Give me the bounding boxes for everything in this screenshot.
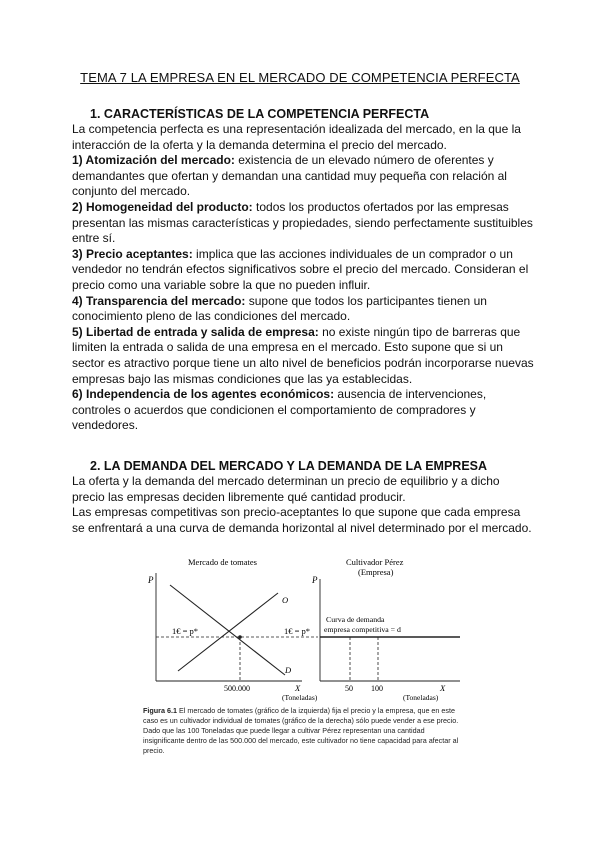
right-p-axis: P	[312, 575, 318, 585]
right-title-1: Cultivador Pérez	[346, 557, 404, 567]
item-text: existencia de un elevado número de oferentes y demandantes que ofertan y demandan una cantidad muy pequeña con relación al conjunto del mercado.	[72, 153, 507, 199]
item-text: no existe ningún tipo de barreras que limiten la entrada o salida de una empresa en el mercado. Esto supone que si un sector es atractivo porque tiene un alto nivel de beneficios podrán incorporarse nuevas empresas bajo las mismas condiciones que las ya establecidas.	[72, 324, 534, 386]
tick-100: 100	[371, 684, 383, 693]
item-text: supone que todos los participantes tienen un conocimiento pleno de las condiciones del mercado.	[72, 293, 487, 324]
item-label: 3) Precio aceptantes:	[72, 246, 193, 261]
caption-label: Figura 6.1	[143, 706, 177, 715]
list-item	[72, 294, 534, 325]
tick-market-quantity: 500.000	[224, 684, 250, 693]
left-x-label: X	[295, 683, 301, 693]
list-item	[72, 200, 534, 247]
section-2-heading: 2. LA DEMANDA DEL MERCADO Y LA DEMANDA DE LA EMPRESA	[90, 459, 488, 473]
market-firm-figure	[140, 553, 462, 703]
demand-label: D	[285, 665, 292, 675]
item-label: 5) Libertad de entrada y salida de empresa:	[72, 324, 319, 339]
section-2-body	[72, 474, 534, 536]
item-label: 6) Independencia de los agentes económicos:	[72, 387, 335, 402]
list-item	[72, 153, 534, 200]
section-1-heading: 1. CARACTERÍSTICAS DE LA COMPETENCIA PERFECTA	[90, 107, 430, 121]
supply-label: O	[282, 595, 289, 605]
list-item	[72, 325, 534, 387]
left-x-unit: (Toneladas)	[282, 693, 318, 702]
figure-caption	[143, 706, 463, 756]
item-text: implica que las acciones individuales de un comprador o un vendedor no tendrán efectos significativos sobre el precio del mercado. Consideran el precio como una variable sobre la que no pueden influir.	[72, 246, 529, 292]
curve-label-2: empresa competitiva = d	[324, 625, 401, 634]
item-label: 4) Transparencia del mercado:	[72, 293, 246, 308]
caption-text: El mercado de tomates (gráfico de la izquierda) fija el precio y la empresa, que en este caso es un cultivador individual de tomates (gráfico de la derecha) sólo puede vender a ese precio. Dado que las 100 Toneladas que puede llegar a cultivar Pérez representan una cantidad insignificante dentro de las 500.000 del mercado, este cultivador no tiene capacidad para afectar al precio.	[143, 706, 459, 755]
left-p-axis: P	[148, 575, 154, 585]
page-title: TEMA 7 LA EMPRESA EN EL MERCADO DE COMPETENCIA PERFECTA	[80, 70, 520, 85]
equilibrium-point	[238, 635, 242, 639]
intro-paragraph: La competencia perfecta es una representación idealizada del mercado, en la que la interacción de la oferta y la demanda determina el precio del mercado.	[72, 122, 521, 152]
list-item	[72, 387, 534, 434]
left-price-label: 1€ = p*	[172, 626, 199, 636]
section-1-body	[72, 122, 534, 434]
list-item	[72, 247, 534, 294]
right-title-2: (Empresa)	[358, 567, 394, 577]
curve-label-1: Curva de demanda	[326, 615, 385, 624]
right-x-label: X	[440, 683, 446, 693]
right-x-unit: (Toneladas)	[403, 693, 439, 702]
item-text: ausencia de intervenciones, controles o acuerdos que condicionen el comportamiento de compradores y vendedores.	[72, 387, 487, 433]
item-text: todos los productos ofertados por las empresas presentan las mismas características y propiedades, siendo perfectamente sustituibles entre sí.	[72, 199, 533, 246]
paragraph: La oferta y la demanda del mercado determinan un precio de equilibrio y a dicho precio las empresas deciden libremente qué cantidad producir.	[72, 474, 500, 504]
left-title: Mercado de tomates	[188, 557, 257, 567]
paragraph: Las empresas competitivas son precio-aceptantes lo que supone que cada empresa se enfrentará a una curva de demanda horizontal al nivel determinado por el mercado.	[72, 505, 532, 535]
item-label: 2) Homogeneidad del producto:	[72, 199, 253, 214]
right-price-label: 1€ = p*	[284, 626, 311, 636]
item-label: 1) Atomización del mercado:	[72, 153, 235, 168]
tick-50: 50	[345, 684, 353, 693]
